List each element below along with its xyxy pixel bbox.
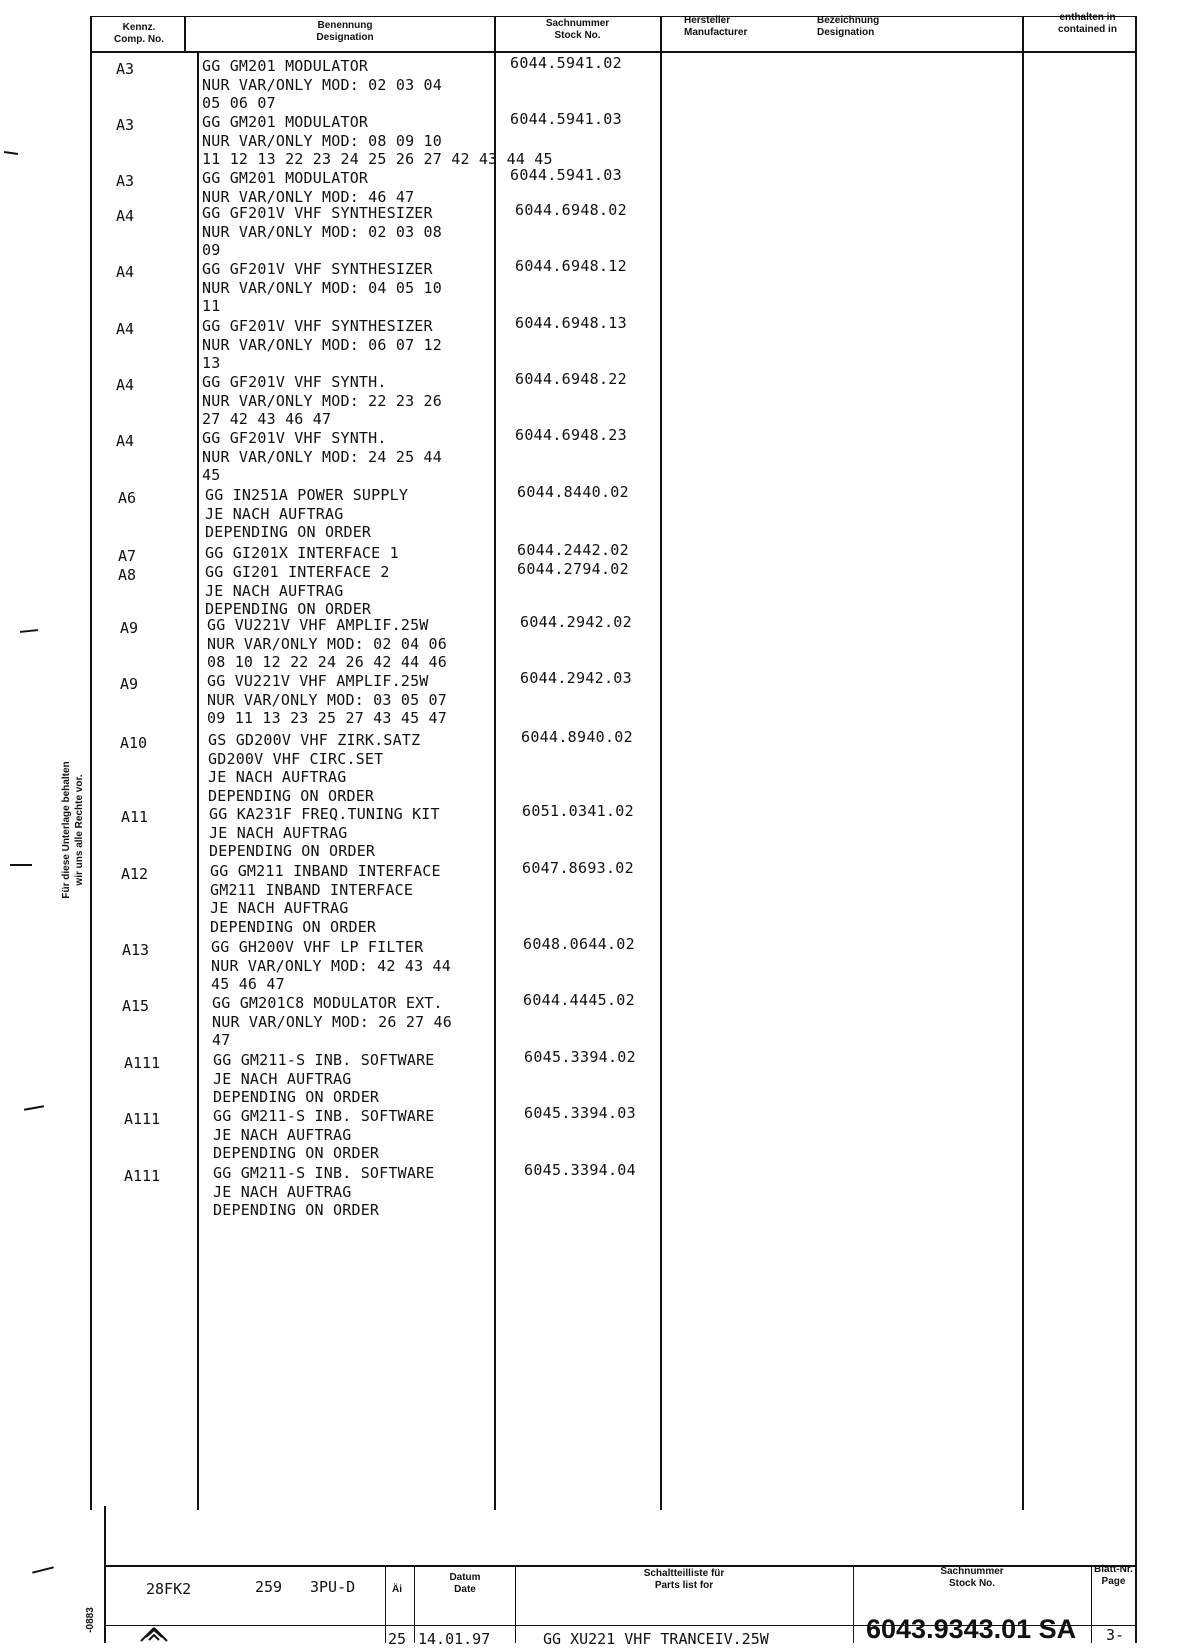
col-divider-code — [197, 52, 199, 1510]
row-designation-line: GG GH200V VHF LP FILTER — [211, 938, 424, 956]
footer-date-en: Date — [454, 1584, 476, 1595]
header-stock-en: Stock No. — [554, 30, 601, 41]
row-designation-line: DEPENDING ON ORDER — [209, 842, 376, 861]
row-component-code: A111 — [124, 1054, 161, 1072]
row-component-code: A3 — [116, 172, 135, 190]
footer-ref-3: 3PU-D — [310, 1578, 356, 1596]
row-designation-line: GG IN251A POWER SUPPLY — [205, 486, 409, 504]
header-mfr-designation-en: Designation — [817, 27, 875, 38]
row-designation-line: NUR VAR/ONLY MOD: 08 09 10 — [202, 131, 442, 150]
footer-parts-value: GG XU221 VHF TRANCEIV.25W — [543, 1630, 769, 1648]
row-designation-line: 11 12 13 22 23 24 25 26 27 42 43 44 45 — [202, 150, 553, 169]
row-designation — [213, 1051, 435, 1107]
row-designation — [211, 938, 451, 994]
punch-mark — [20, 629, 38, 633]
row-designation — [202, 169, 414, 206]
row-designation-line: 27 42 43 46 47 — [202, 410, 332, 429]
row-stock-number: 6045.3394.04 — [524, 1161, 636, 1179]
header-code-de: Kennz. — [122, 22, 156, 33]
header-divider — [91, 51, 1137, 53]
row-designation — [213, 1107, 435, 1163]
col-divider-desc — [494, 16, 496, 1510]
row-designation-line: GG GI201 INTERFACE 2 — [205, 563, 390, 581]
row-designation-line: JE NACH AUFTRAG — [205, 581, 344, 600]
row-designation-line: NUR VAR/ONLY MOD: 24 25 44 — [202, 447, 442, 466]
row-designation-line: GD200V VHF CIRC.SET — [208, 749, 384, 768]
footer-stock-en: Stock No. — [948, 1578, 996, 1589]
row-designation-line: NUR VAR/ONLY MOD: 46 47 — [202, 187, 415, 206]
row-designation-line: GG VU221V VHF AMPLIF.25W — [207, 672, 429, 690]
row-stock-number: 6044.2442.02 — [517, 541, 629, 559]
row-designation-line: NUR VAR/ONLY MOD: 22 23 26 — [202, 391, 442, 410]
row-stock-number: 6044.2794.02 — [517, 560, 629, 578]
header-code — [96, 22, 182, 46]
row-designation — [202, 113, 553, 169]
row-designation-line: GG GF201V VHF SYNTHESIZER — [202, 317, 433, 335]
row-designation — [207, 672, 447, 728]
footer-date-de: Datum — [449, 1572, 481, 1583]
row-component-code: A4 — [116, 320, 135, 338]
punch-mark — [32, 1566, 54, 1573]
row-designation-line: GG GM211-S INB. SOFTWARE — [213, 1164, 435, 1182]
row-designation — [202, 317, 442, 373]
row-designation-line: DEPENDING ON ORDER — [213, 1144, 380, 1163]
frame-left-thin — [90, 16, 92, 1510]
row-designation-line: GG GM211-S INB. SOFTWARE — [213, 1107, 435, 1125]
header-manufacturer-en: Manufacturer — [684, 27, 748, 38]
row-designation — [205, 486, 408, 542]
row-designation-line: 11 — [202, 297, 221, 316]
header-contained-in-de: enthalten in — [1059, 12, 1116, 23]
footer-parts-de: Schaltteilliste für — [643, 1568, 725, 1579]
row-designation — [212, 994, 452, 1050]
row-stock-number: 6044.6948.23 — [515, 426, 627, 444]
header-stock — [500, 18, 655, 42]
row-stock-number: 6045.3394.02 — [524, 1048, 636, 1066]
row-designation-line: JE NACH AUFTRAG — [210, 899, 349, 918]
header-code-en: Comp. No. — [114, 34, 164, 45]
header-mfr-designation-de: Bezeichnung — [817, 15, 880, 26]
row-designation-line: JE NACH AUFTRAG — [205, 504, 344, 523]
row-designation-line: GG GI201X INTERFACE 1 — [205, 544, 399, 562]
row-stock-number: 6045.3394.03 — [524, 1104, 636, 1122]
row-designation-line: 13 — [202, 354, 221, 373]
row-stock-number: 6044.4445.02 — [523, 991, 635, 1009]
col-divider-mfr — [1022, 16, 1024, 1510]
row-designation — [202, 204, 442, 260]
copyright-note-line-2: wir uns alle Rechte vor. — [74, 774, 85, 886]
header-stock-de: Sachnummer — [545, 18, 610, 29]
row-designation-line: 45 — [202, 466, 221, 485]
footer-page-en: Page — [1101, 1576, 1126, 1587]
frame-right — [1135, 16, 1137, 1643]
row-designation — [202, 373, 442, 429]
frame-top — [91, 16, 1137, 17]
row-designation-line: NUR VAR/ONLY MOD: 02 03 08 — [202, 222, 442, 241]
row-designation — [210, 862, 441, 936]
row-stock-number: 6047.8693.02 — [522, 859, 634, 877]
footer-date-label — [416, 1572, 514, 1596]
header-contained-in-en: contained in — [1058, 24, 1117, 35]
title-divider-ai — [385, 1566, 386, 1643]
row-designation-line: GS GD200V VHF ZIRK.SATZ — [208, 731, 421, 749]
row-component-code: A6 — [118, 489, 137, 507]
row-designation-line: DEPENDING ON ORDER — [205, 523, 372, 542]
row-designation-line: GG GM201 MODULATOR — [202, 113, 369, 131]
header-manufacturer-de: Hersteller — [684, 15, 731, 26]
row-designation-line: 08 10 12 22 24 26 42 44 46 — [207, 653, 447, 672]
row-designation-line: GG GF201V VHF SYNTHESIZER — [202, 260, 433, 278]
row-designation — [207, 616, 447, 672]
company-logo-icon — [137, 1626, 171, 1643]
row-designation-line: GG GM211 INBAND INTERFACE — [210, 862, 441, 880]
row-designation-line: GG GM201 MODULATOR — [202, 57, 369, 75]
row-designation — [205, 563, 390, 619]
row-component-code: A12 — [121, 865, 149, 883]
punch-mark — [24, 1105, 44, 1110]
row-designation-line: DEPENDING ON ORDER — [208, 786, 375, 805]
row-stock-number: 6044.8940.02 — [521, 728, 633, 746]
footer-page-label — [1092, 1564, 1135, 1588]
row-designation-line: 09 — [202, 241, 221, 260]
row-component-code: A111 — [124, 1110, 161, 1128]
row-designation-line: DEPENDING ON ORDER — [210, 917, 377, 936]
header-designation-en: Designation — [316, 32, 374, 43]
row-designation-line: GG GM201C8 MODULATOR EXT. — [212, 994, 443, 1012]
row-component-code: A8 — [118, 566, 137, 584]
row-component-code: A111 — [124, 1167, 161, 1185]
row-stock-number: 6044.5941.02 — [510, 54, 622, 72]
title-divider-date — [414, 1566, 415, 1643]
footer-ref-1: 28FK2 — [146, 1580, 192, 1598]
footer-ai-label: Äi — [392, 1584, 402, 1595]
row-stock-number: 6044.8440.02 — [517, 483, 629, 501]
row-designation-line: NUR VAR/ONLY MOD: 26 27 46 — [212, 1012, 452, 1031]
row-designation-line: GG GF201V VHF SYNTHESIZER — [202, 204, 433, 222]
row-designation — [209, 805, 440, 861]
row-stock-number: 6044.5941.03 — [510, 110, 622, 128]
row-designation-line: NUR VAR/ONLY MOD: 06 07 12 — [202, 335, 442, 354]
footer-ref-2: 259 — [255, 1578, 283, 1596]
footer-page-de: Blatt-Nr. — [1094, 1564, 1133, 1575]
row-designation-line: JE NACH AUFTRAG — [213, 1182, 352, 1201]
footer-ai-value: 25 — [388, 1630, 407, 1648]
row-designation-line: NUR VAR/ONLY MOD: 42 43 44 — [211, 956, 451, 975]
header-designation-de: Benennung — [317, 20, 373, 31]
row-designation — [208, 731, 420, 805]
row-designation — [202, 57, 442, 113]
row-designation-line: JE NACH AUFTRAG — [208, 768, 347, 787]
row-component-code: A15 — [122, 997, 150, 1015]
row-stock-number: 6051.0341.02 — [522, 802, 634, 820]
footer-parts-en: Parts list for — [654, 1580, 714, 1591]
copyright-note — [60, 710, 86, 950]
row-designation-line: 45 46 47 — [211, 975, 285, 994]
row-component-code: A11 — [121, 808, 149, 826]
row-designation — [205, 544, 399, 563]
col-divider-stock — [660, 16, 662, 1510]
row-stock-number: 6044.6948.12 — [515, 257, 627, 275]
row-designation-line: NUR VAR/ONLY MOD: 02 04 06 — [207, 634, 447, 653]
row-component-code: A10 — [120, 734, 148, 752]
row-component-code: A4 — [116, 263, 135, 281]
row-designation-line: GG VU221V VHF AMPLIF.25W — [207, 616, 429, 634]
row-designation-line: 05 06 07 — [202, 94, 276, 113]
header-manufacturer — [684, 15, 794, 39]
punch-mark — [4, 151, 18, 155]
row-component-code: A7 — [118, 547, 137, 565]
row-stock-number: 6044.6948.22 — [515, 370, 627, 388]
header-contained-in — [1040, 12, 1135, 36]
row-stock-number: 6044.5941.03 — [510, 166, 622, 184]
row-designation-line: JE NACH AUFTRAG — [209, 823, 348, 842]
row-designation-line: GG GM211-S INB. SOFTWARE — [213, 1051, 435, 1069]
header-designation — [200, 20, 490, 44]
row-designation-line: NUR VAR/ONLY MOD: 02 03 04 — [202, 75, 442, 94]
row-designation-line: 09 11 13 23 25 27 43 45 47 — [207, 709, 447, 728]
row-component-code: A9 — [120, 675, 139, 693]
footer-parts-label — [516, 1568, 852, 1592]
row-designation-line: NUR VAR/ONLY MOD: 03 05 07 — [207, 690, 447, 709]
row-designation — [213, 1164, 435, 1220]
row-component-code: A3 — [116, 116, 135, 134]
row-component-code: A4 — [116, 207, 135, 225]
footer-page-value: 3- — [1106, 1626, 1125, 1644]
footer-stock-label — [854, 1566, 1090, 1590]
frame-left-bottom — [104, 1506, 106, 1643]
row-designation-line: DEPENDING ON ORDER — [205, 600, 372, 619]
row-designation-line: JE NACH AUFTRAG — [213, 1125, 352, 1144]
header-mfr-designation — [817, 15, 937, 39]
copyright-note-line-1: Für diese Unterlage behalten — [61, 761, 72, 899]
row-component-code: A13 — [122, 941, 150, 959]
footer-date-value: 14.01.97 — [418, 1630, 491, 1648]
row-designation — [202, 260, 442, 316]
row-designation-line: JE NACH AUFTRAG — [213, 1069, 352, 1088]
row-component-code: A4 — [116, 432, 135, 450]
row-designation-line: NUR VAR/ONLY MOD: 04 05 10 — [202, 278, 442, 297]
punch-mark — [10, 864, 32, 866]
row-designation-line: GG GF201V VHF SYNTH. — [202, 429, 387, 447]
row-stock-number: 6044.2942.02 — [520, 613, 632, 631]
row-designation-line: DEPENDING ON ORDER — [213, 1088, 380, 1107]
row-stock-number: 6048.0644.02 — [523, 935, 635, 953]
row-designation-line: GG GF201V VHF SYNTH. — [202, 373, 387, 391]
row-component-code: A4 — [116, 376, 135, 394]
row-designation-line: 47 — [212, 1031, 231, 1050]
side-code: -0883 — [85, 1607, 96, 1633]
col-divider-code-head — [184, 16, 186, 52]
row-designation-line: GG GM201 MODULATOR — [202, 169, 369, 187]
footer-stock-value: 6043.9343.01 SA — [866, 1614, 1077, 1644]
footer-stock-de: Sachnummer — [940, 1566, 1004, 1577]
row-stock-number: 6044.2942.03 — [520, 669, 632, 687]
row-stock-number: 6044.6948.02 — [515, 201, 627, 219]
row-designation-line: GG KA231F FREQ.TUNING KIT — [209, 805, 440, 823]
row-designation — [202, 429, 442, 485]
row-component-code: A3 — [116, 60, 135, 78]
row-designation-line: DEPENDING ON ORDER — [213, 1201, 380, 1220]
row-designation-line: GM211 INBAND INTERFACE — [210, 880, 414, 899]
row-component-code: A9 — [120, 619, 139, 637]
row-stock-number: 6044.6948.13 — [515, 314, 627, 332]
